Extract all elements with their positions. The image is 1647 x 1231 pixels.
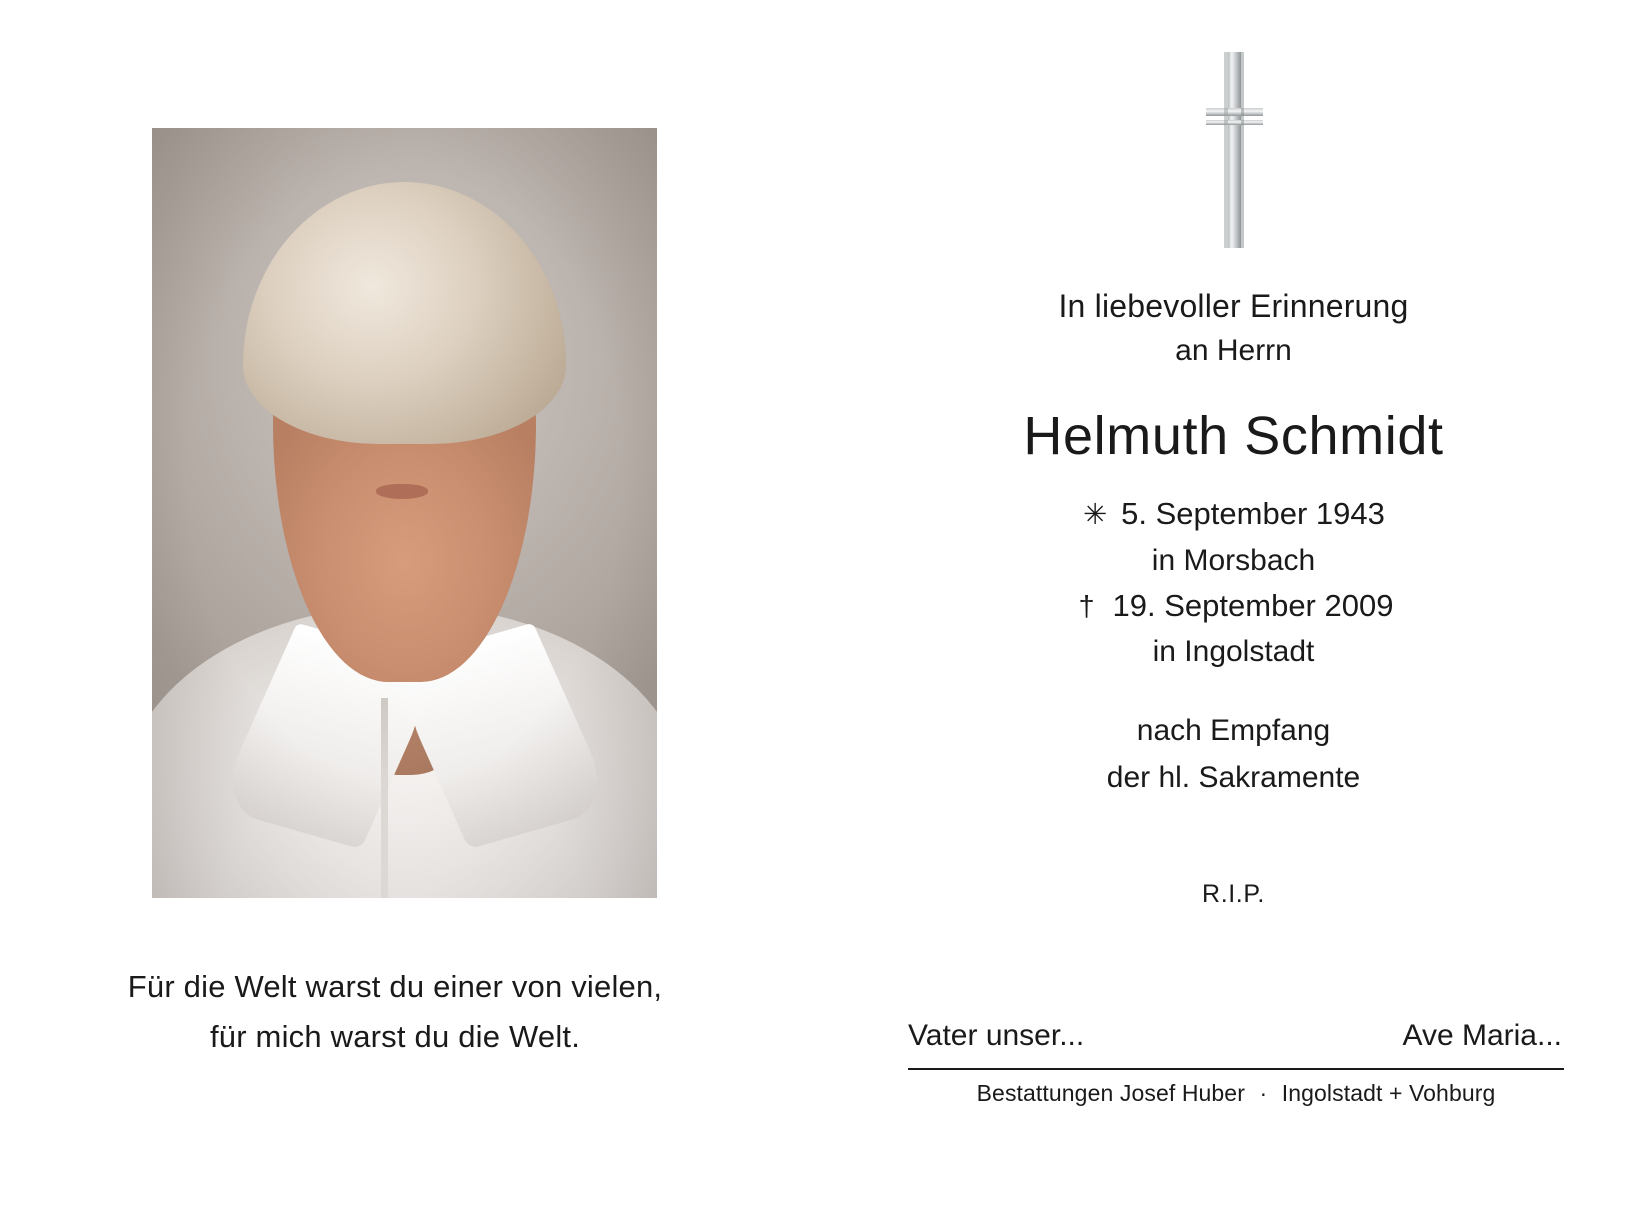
verse-line-1: Für die Welt warst du einer von vielen, (127, 969, 663, 1004)
memorial-text-block (820, 286, 1647, 909)
intro-line-2: an Herrn (1175, 333, 1292, 367)
birth-place: in Morsbach (1151, 543, 1316, 577)
photo-vignette (152, 128, 657, 898)
death-date: 19. September 2009 (1112, 587, 1394, 623)
right-column (820, 0, 1647, 1231)
imprint-company: Bestattungen Josef Huber (976, 1080, 1245, 1106)
death-place: in Ingolstadt (1152, 635, 1315, 669)
imprint-separator: · (1259, 1080, 1268, 1106)
birth-date: 5. September 1943 (1121, 496, 1385, 532)
birth-row (820, 491, 1647, 538)
rip-text: R.I.P. (1202, 879, 1265, 908)
death-cross-icon: † (1078, 590, 1095, 623)
memorial-verse (0, 962, 790, 1062)
prayer-row (908, 1019, 1562, 1053)
portrait-photo (152, 128, 657, 898)
life-dates (820, 491, 1647, 674)
imprint-divider (908, 1068, 1564, 1070)
prayer-vater-unser: Vater unser... (908, 1019, 1085, 1052)
sacraments-line-1: nach Empfang (1136, 714, 1331, 748)
birth-star-icon: ✳ (1083, 499, 1108, 532)
sacraments-note (820, 708, 1647, 802)
verse-line-2: für mich warst du die Welt. (209, 1019, 581, 1055)
intro-line-1: In liebevoller Erinnerung (1058, 288, 1409, 324)
deceased-name: Helmuth Schmidt (1023, 405, 1444, 466)
prayer-ave-maria: Ave Maria... (1402, 1019, 1562, 1052)
death-row (820, 583, 1647, 630)
sacraments-line-2: der hl. Sakramente (1106, 761, 1361, 795)
left-column (0, 0, 820, 1231)
christian-cross-icon (1204, 52, 1264, 252)
imprint (908, 1080, 1564, 1107)
imprint-locations: Ingolstadt + Vohburg (1281, 1080, 1496, 1106)
